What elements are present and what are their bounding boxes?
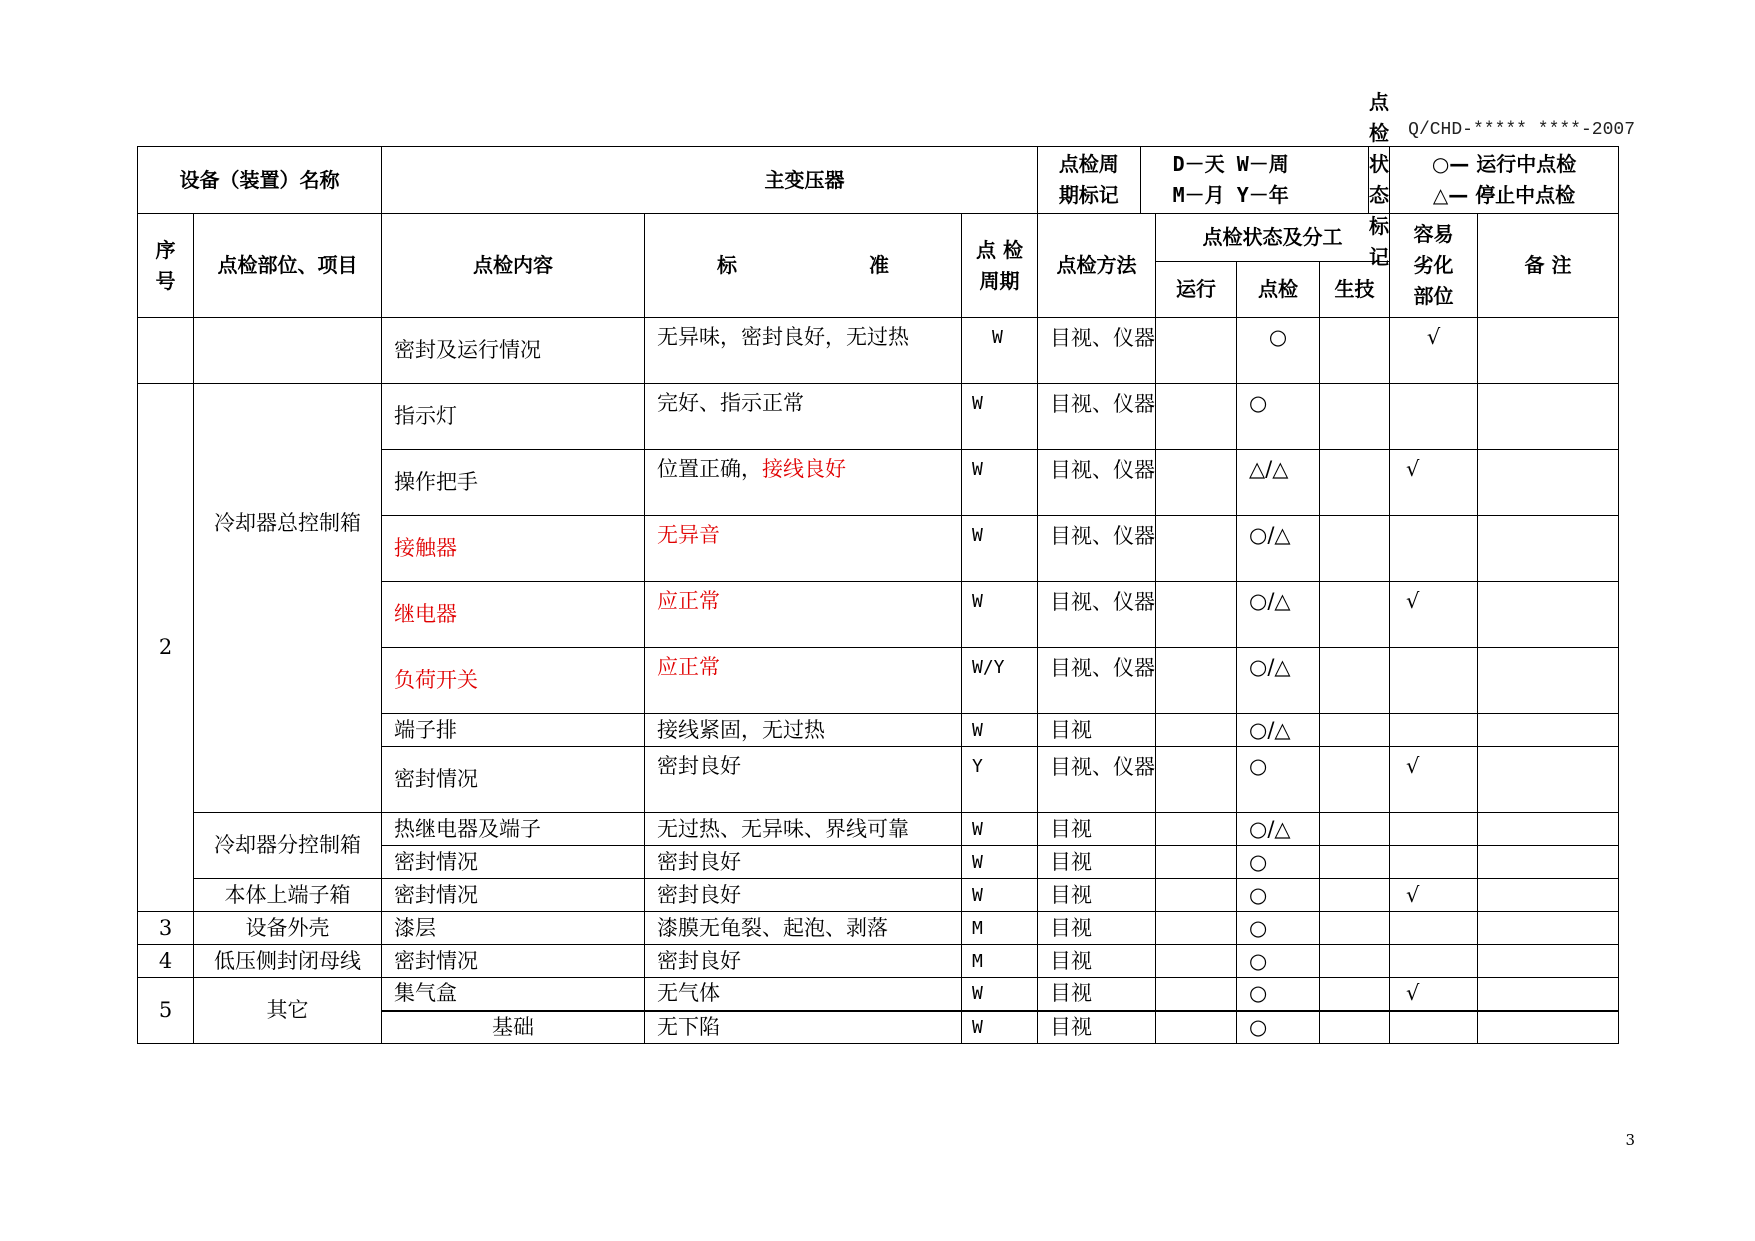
cycle-cell: W — [962, 516, 1038, 582]
degrade-cell: √ — [1390, 318, 1478, 384]
method-cell: 目视 — [1038, 813, 1156, 846]
standard-cell: 无气体 — [645, 978, 962, 1011]
tech-cell — [1320, 1011, 1390, 1044]
degrade-cell — [1390, 516, 1478, 582]
degrade-cell — [1390, 846, 1478, 879]
degrade-cell: √ — [1390, 879, 1478, 912]
method-cell: 目视 — [1038, 846, 1156, 879]
cycle-cell: Y — [962, 747, 1038, 813]
col-content: 点检内容 — [382, 214, 645, 318]
standard-cell: 应正常 — [645, 582, 962, 648]
run-cell — [1156, 747, 1237, 813]
tech-cell — [1320, 879, 1390, 912]
seq-cell: 3 — [138, 912, 194, 945]
method-cell: 目视、仪器 — [1038, 516, 1156, 582]
run-cell — [1156, 450, 1237, 516]
tech-cell — [1320, 813, 1390, 846]
method-cell: 目视、仪器 — [1038, 318, 1156, 384]
content-cell: 指示灯 — [382, 384, 645, 450]
table-row — [138, 945, 1619, 978]
col-tech: 生技 — [1320, 262, 1390, 318]
cycle-cell: M — [962, 945, 1038, 978]
standard-cell: 无过热、无异味、界线可靠 — [645, 813, 962, 846]
remark-cell — [1478, 450, 1619, 516]
table-row — [138, 912, 1619, 945]
col-cycle: 点 检 周期 — [962, 214, 1038, 318]
check-cell: ○ — [1237, 1011, 1320, 1044]
method-cell: 目视 — [1038, 1011, 1156, 1044]
part-cell — [194, 318, 382, 384]
content-cell: 操作把手 — [382, 450, 645, 516]
tech-cell — [1320, 450, 1390, 516]
seq-cell: 2 — [138, 384, 194, 912]
tech-cell — [1320, 747, 1390, 813]
method-cell: 目视 — [1038, 714, 1156, 747]
standard-cell: 完好、指示正常 — [645, 384, 962, 450]
check-cell: ○/△ — [1237, 582, 1320, 648]
tech-cell — [1320, 714, 1390, 747]
content-cell: 热继电器及端子 — [382, 813, 645, 846]
run-cell — [1156, 516, 1237, 582]
method-cell: 目视、仪器 — [1038, 384, 1156, 450]
col-degrade: 容易 劣化 部位 — [1390, 214, 1478, 318]
col-remark: 备 注 — [1478, 214, 1619, 318]
tech-cell — [1320, 912, 1390, 945]
check-cell: ○ — [1237, 912, 1320, 945]
check-cell: ○ — [1237, 846, 1320, 879]
check-cell: ○ — [1237, 945, 1320, 978]
content-cell: 密封情况 — [382, 945, 645, 978]
run-cell — [1156, 813, 1237, 846]
check-cell: ○/△ — [1237, 648, 1320, 714]
degrade-cell: √ — [1390, 450, 1478, 516]
table-row — [138, 318, 1619, 384]
status-label: 点检状 态标记 — [1369, 90, 1390, 269]
content-cell: 负荷开关 — [382, 648, 645, 714]
tech-cell — [1320, 384, 1390, 450]
col-method: 点检方法 — [1038, 214, 1156, 318]
cycle-cell: W — [962, 582, 1038, 648]
table-row — [138, 879, 1619, 912]
table-row — [138, 813, 1619, 846]
check-cell: ○ — [1237, 384, 1320, 450]
method-cell: 目视、仪器 — [1038, 648, 1156, 714]
degrade-cell — [1390, 945, 1478, 978]
col-run: 运行 — [1156, 262, 1237, 318]
remark-cell — [1478, 318, 1619, 384]
remark-cell — [1478, 978, 1619, 1011]
cycle-cell: W — [962, 450, 1038, 516]
col-standard: 标 准 — [645, 214, 962, 318]
remark-cell — [1478, 846, 1619, 879]
run-cell — [1156, 945, 1237, 978]
standard-cell: 漆膜无龟裂、起泡、剥落 — [645, 912, 962, 945]
part-cell: 其它 — [194, 978, 382, 1044]
remark-cell — [1478, 879, 1619, 912]
col-check: 点检 — [1237, 262, 1320, 318]
check-cell: ○/△ — [1237, 813, 1320, 846]
run-cell — [1156, 1011, 1237, 1044]
document-code: Q/CHD-***** ****-2007 — [1408, 120, 1635, 140]
col-part: 点检部位、项目 — [194, 214, 382, 318]
run-cell — [1156, 978, 1237, 1011]
degrade-cell: √ — [1390, 582, 1478, 648]
cycle-cell: W — [962, 1011, 1038, 1044]
cycle-cell: W — [962, 879, 1038, 912]
content-cell: 密封情况 — [382, 747, 645, 813]
remark-cell — [1478, 384, 1619, 450]
degrade-cell — [1390, 813, 1478, 846]
method-cell: 目视 — [1038, 978, 1156, 1011]
check-cell: △/△ — [1237, 450, 1320, 516]
remark-cell — [1478, 813, 1619, 846]
table-row — [138, 384, 1619, 450]
run-cell — [1156, 648, 1237, 714]
method-cell: 目视、仪器 — [1038, 747, 1156, 813]
standard-cell: 位置正确，接线良好 — [645, 450, 962, 516]
run-cell — [1156, 582, 1237, 648]
part-cell: 本体上端子箱 — [194, 879, 382, 912]
cycle-cell: W — [962, 978, 1038, 1011]
content-cell: 集气盒 — [382, 978, 645, 1011]
content-cell: 漆层 — [382, 912, 645, 945]
standard-cell: 密封良好 — [645, 879, 962, 912]
run-cell — [1156, 846, 1237, 879]
tech-cell — [1320, 846, 1390, 879]
remark-cell — [1478, 1011, 1619, 1044]
content-cell: 接触器 — [382, 516, 645, 582]
degrade-cell — [1390, 384, 1478, 450]
degrade-cell — [1390, 714, 1478, 747]
part-cell: 冷却器分控制箱 — [194, 813, 382, 879]
cycle-cell: W — [962, 318, 1038, 384]
seq-cell: 4 — [138, 945, 194, 978]
degrade-cell — [1390, 648, 1478, 714]
cycle-cell: W — [962, 714, 1038, 747]
equipment-label: 设备（装置）名称 — [138, 147, 382, 214]
content-cell: 基础 — [382, 1011, 645, 1044]
degrade-cell: √ — [1390, 747, 1478, 813]
status-legend: ○— 运行中点检 △— 停止中点检 — [1390, 147, 1619, 214]
part-cell: 冷却器总控制箱 — [194, 384, 382, 813]
remark-cell — [1478, 516, 1619, 582]
cycle-cell: W — [962, 813, 1038, 846]
remark-cell — [1478, 945, 1619, 978]
standard-cell: 无异音 — [645, 516, 962, 582]
col-seq: 序 号 — [138, 214, 194, 318]
cycle-label: 点检周 期标记 — [1038, 147, 1141, 213]
cycle-legend: D－天 W－周 M－月 Y－年 — [1141, 147, 1369, 213]
tech-cell — [1320, 582, 1390, 648]
content-cell: 密封及运行情况 — [382, 318, 645, 384]
cycle-cell: W — [962, 846, 1038, 879]
run-cell — [1156, 384, 1237, 450]
standard-cell: 密封良好 — [645, 846, 962, 879]
remark-cell — [1478, 714, 1619, 747]
seq-cell — [138, 318, 194, 384]
method-cell: 目视 — [1038, 912, 1156, 945]
check-cell: ○ — [1237, 978, 1320, 1011]
method-cell: 目视 — [1038, 945, 1156, 978]
table-row — [138, 978, 1619, 1011]
tech-cell — [1320, 516, 1390, 582]
standard-cell: 密封良好 — [645, 945, 962, 978]
standard-cell: 应正常 — [645, 648, 962, 714]
col-status-group: 点检状态及分工 — [1156, 214, 1390, 262]
content-cell: 密封情况 — [382, 879, 645, 912]
part-cell: 设备外壳 — [194, 912, 382, 945]
tech-cell — [1320, 648, 1390, 714]
standard-cell: 无下陷 — [645, 1011, 962, 1044]
tech-cell — [1320, 978, 1390, 1011]
run-cell — [1156, 714, 1237, 747]
remark-cell — [1478, 912, 1619, 945]
cycle-cell: W/Y — [962, 648, 1038, 714]
equipment-name: 主变压器 — [382, 147, 1038, 214]
cycle-cell: W — [962, 384, 1038, 450]
run-cell — [1156, 912, 1237, 945]
method-cell: 目视、仪器 — [1038, 582, 1156, 648]
check-cell: ○ — [1237, 879, 1320, 912]
degrade-cell: √ — [1390, 978, 1478, 1011]
degrade-cell — [1390, 912, 1478, 945]
run-cell — [1156, 318, 1237, 384]
standard-cell: 接线紧固，无过热 — [645, 714, 962, 747]
part-cell: 低压侧封闭母线 — [194, 945, 382, 978]
method-cell: 目视 — [1038, 879, 1156, 912]
run-cell — [1156, 879, 1237, 912]
content-cell: 端子排 — [382, 714, 645, 747]
remark-cell — [1478, 648, 1619, 714]
content-cell: 继电器 — [382, 582, 645, 648]
remark-cell — [1478, 747, 1619, 813]
tech-cell — [1320, 945, 1390, 978]
tech-cell — [1320, 318, 1390, 384]
seq-cell: 5 — [138, 978, 194, 1044]
check-cell: ○/△ — [1237, 516, 1320, 582]
standard-cell: 无异味，密封良好，无过热 — [645, 318, 962, 384]
check-cell: ○/△ — [1237, 714, 1320, 747]
check-cell: ○ — [1237, 318, 1320, 384]
check-cell: ○ — [1237, 747, 1320, 813]
remark-cell — [1478, 582, 1619, 648]
page-number: 3 — [1625, 1131, 1635, 1149]
standard-cell: 密封良好 — [645, 747, 962, 813]
method-cell: 目视、仪器 — [1038, 450, 1156, 516]
cycle-cell: M — [962, 912, 1038, 945]
content-cell: 密封情况 — [382, 846, 645, 879]
degrade-cell — [1390, 1011, 1478, 1044]
